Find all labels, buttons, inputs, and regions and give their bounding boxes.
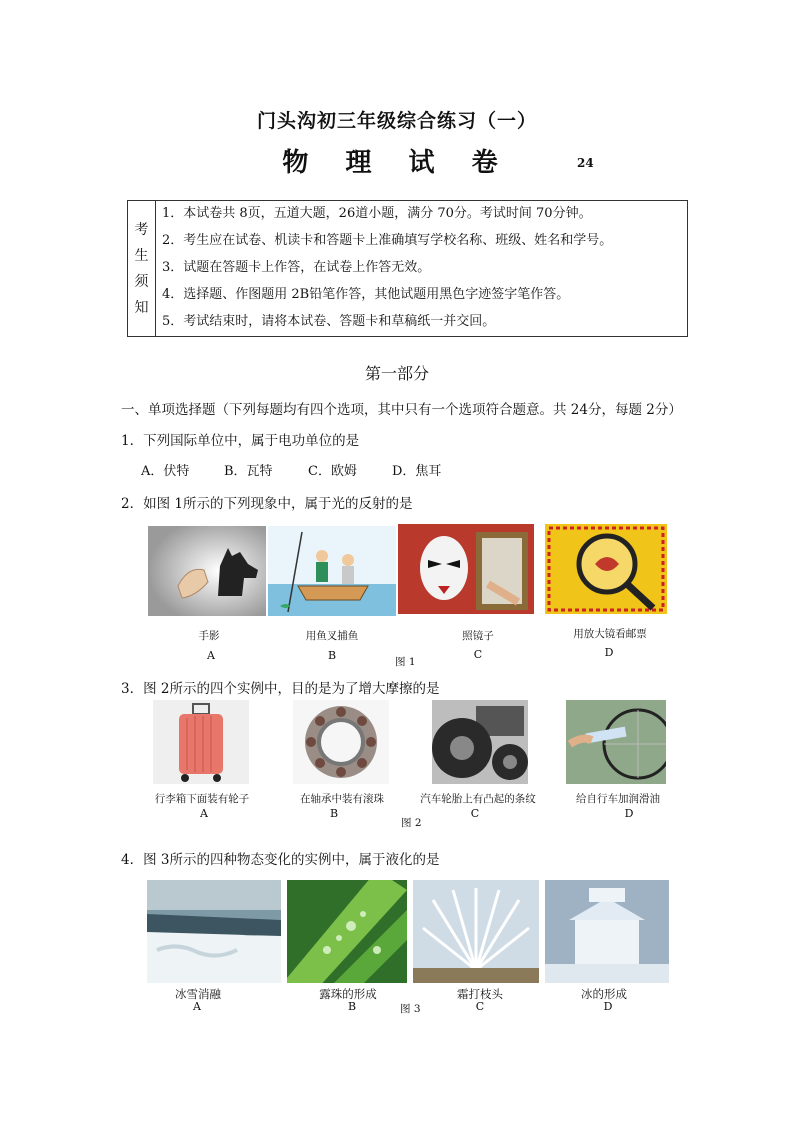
notice-item: 5．考试结束时，请将本试卷、答题卡和草稿纸一并交回。 — [162, 314, 496, 329]
notice-head-char: 考 — [134, 221, 149, 238]
notice-head-char: 知 — [134, 299, 149, 316]
q2-label-a: A — [207, 649, 215, 662]
q1-option-a: A．伏特 — [141, 464, 190, 479]
q3-label-b: B — [329, 807, 339, 820]
mirror-image — [398, 524, 534, 614]
exam-title: 门头沟初三年级综合练习（一） — [256, 110, 537, 132]
ice-sculpture-image — [545, 880, 669, 983]
section-heading: 一、单项选择题（下列每题均有四个选项，其中只有一个选项符合题意。共 24分，每题 2分） — [121, 402, 682, 418]
q4-caption-c: 霜打枝头 — [457, 987, 503, 1001]
q4-caption-a: 冰雪消融 — [175, 987, 221, 1001]
frost-branches-image — [413, 880, 539, 983]
question-1-stem: 1．下列国际单位中，属于电功单位的是 — [121, 433, 360, 449]
q2-caption-a: 手影 — [198, 630, 220, 642]
part-heading: 第一部分 — [364, 364, 429, 383]
notice-item: 4．选择题、作图题用 2B铅笔作答，其他试题用黑色字迹签字笔作答。 — [162, 287, 570, 302]
q4-label-c: C — [475, 1000, 485, 1013]
exam-subject: 物 理 试 卷 — [282, 148, 512, 178]
notice-heading — [128, 201, 156, 336]
figure-1-label: 图 1 — [395, 656, 416, 668]
q4-label-d: D — [603, 1000, 613, 1013]
tire-tread-image — [432, 700, 528, 784]
q4-caption-d: 冰的形成 — [581, 987, 627, 1001]
exam-notice-box — [127, 200, 688, 337]
notice-item: 3．试题在答题卡上作答，在试卷上作答无效。 — [162, 260, 431, 275]
q1-option-d: D．焦耳 — [392, 464, 442, 479]
question-4-stem: 4．图 3所示的四种物态变化的实例中，属于液化的是 — [121, 852, 440, 868]
hand-shadow-image — [148, 526, 266, 616]
q2-label-c: C — [473, 648, 483, 661]
question-2-stem: 2．如图 1所示的下列现象中，属于光的反射的是 — [121, 496, 413, 512]
magnifier-stamp-image — [545, 524, 667, 614]
q3-label-a: A — [200, 807, 208, 820]
notice-head-char: 生 — [134, 247, 149, 264]
q3-caption-a: 行李箱下面装有轮子 — [154, 793, 250, 805]
q2-caption-d: 用放大镜看邮票 — [573, 628, 647, 640]
ball-bearing-image — [293, 700, 389, 784]
q3-label-d: D — [624, 807, 634, 820]
q3-caption-b: 在轴承中装有滚珠 — [300, 793, 384, 805]
figure-2-label: 图 2 — [401, 817, 422, 829]
dew-drops-image — [287, 880, 407, 983]
q3-caption-d: 给自行车加润滑油 — [576, 793, 660, 805]
figure-3-label: 图 3 — [400, 1003, 421, 1015]
bike-oil-image — [566, 700, 666, 784]
q3-label-c: C — [470, 807, 480, 820]
q1-option-c: C．欧姆 — [308, 464, 357, 479]
question-3-stem: 3．图 2所示的四个实例中，目的是为了增大摩擦的是 — [121, 681, 440, 697]
q4-label-a: A — [193, 1000, 201, 1013]
fishing-spear-image — [268, 526, 396, 616]
notice-item: 1．本试卷共 8页，五道大题，26道小题，满分 70分。考试时间 70分钟。 — [162, 206, 592, 221]
q3-caption-c: 汽车轮胎上有凸起的条纹 — [420, 793, 536, 805]
melting-snow-image — [147, 880, 281, 983]
q4-caption-b: 露珠的形成 — [319, 987, 377, 1001]
notice-item: 2．考生应在试卷、机读卡和答题卡上准确填写学校名称、班级、姓名和学号。 — [162, 233, 613, 248]
suitcase-image — [153, 700, 249, 784]
notice-head-char: 须 — [134, 273, 149, 290]
q4-label-b: B — [347, 1000, 357, 1013]
q2-label-b: B — [327, 649, 337, 662]
q2-caption-b: 用鱼叉捕鱼 — [305, 630, 359, 642]
q2-caption-c: 照镜子 — [462, 630, 494, 642]
notice-list — [162, 203, 612, 338]
q1-option-b: B．瓦特 — [224, 464, 273, 479]
q2-label-d: D — [604, 646, 614, 659]
page-number: 24 — [577, 156, 594, 170]
